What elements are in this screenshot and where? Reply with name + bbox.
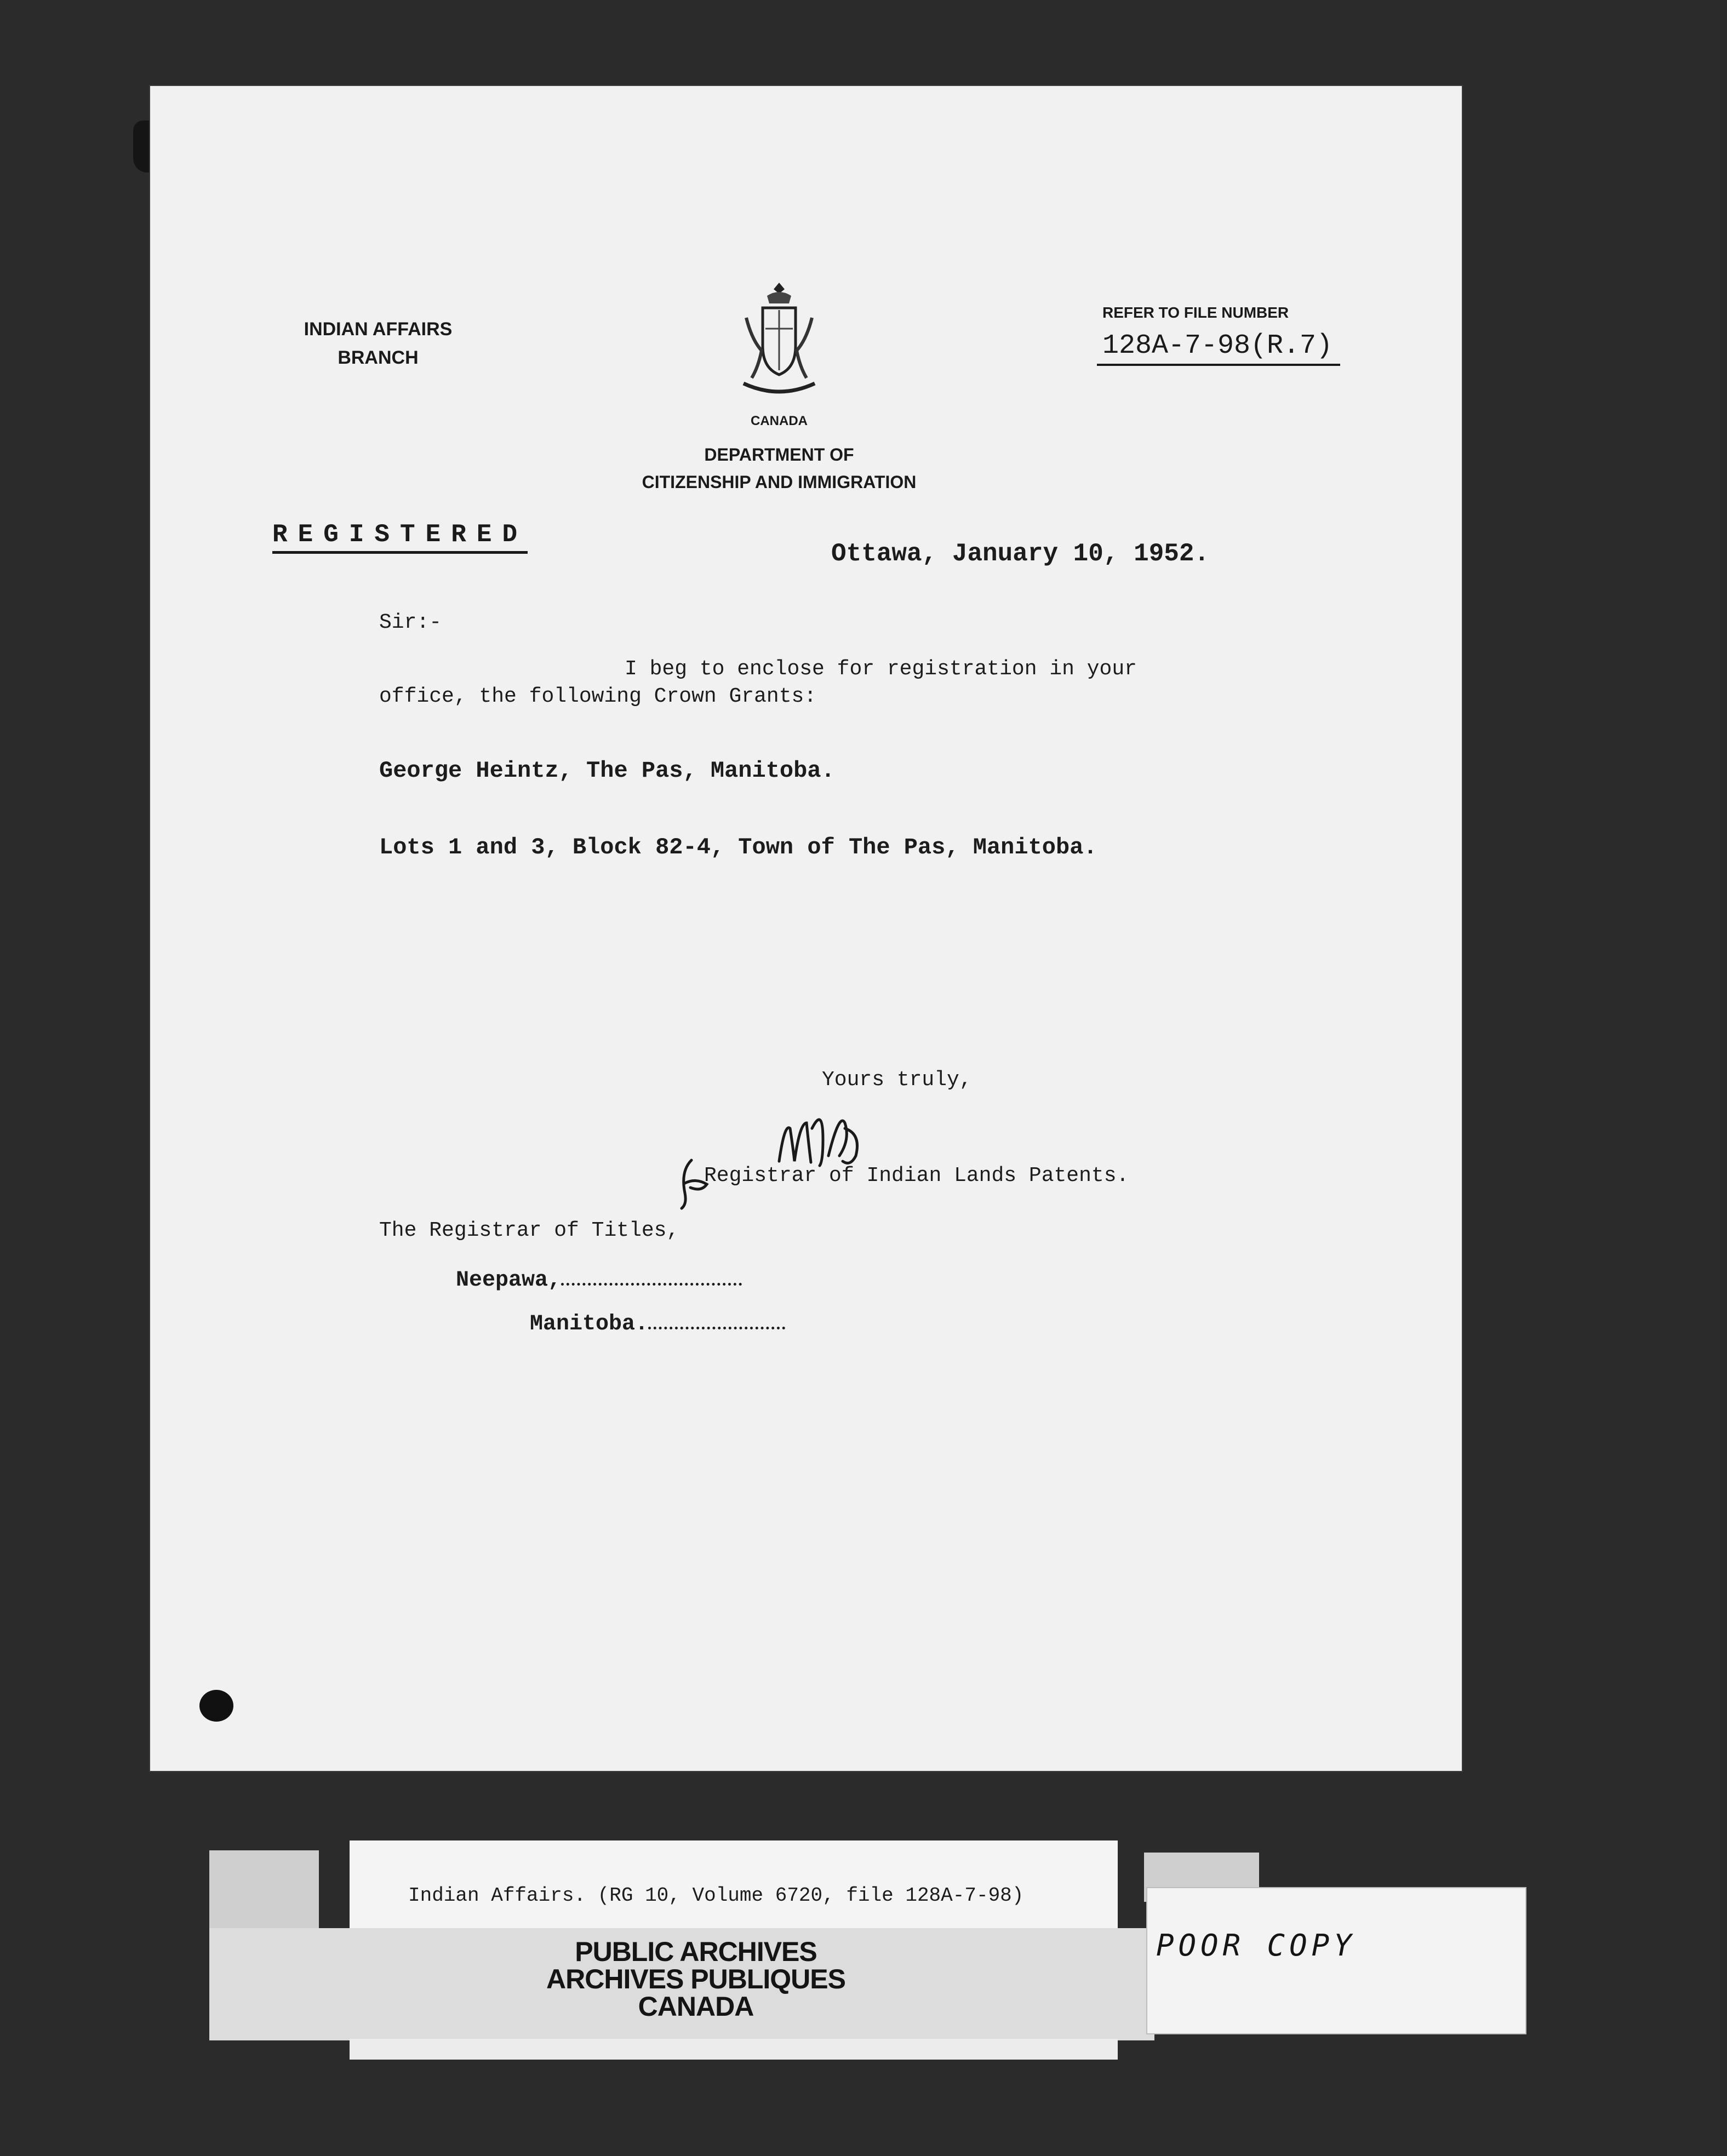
archive-label-strip [350,2039,1118,2060]
department-name [609,441,949,496]
signatory-title: Registrar of Indian Lands Patents. [704,1164,1129,1188]
letter-page [149,85,1463,1772]
archive-reference: Indian Affairs. (RG 10, Volume 6720, file 128A-7-98) [408,1884,1024,1907]
ink-spot [199,1690,233,1722]
file-number: 128A-7-98(R.7) [1097,330,1340,366]
poor-copy-note: POOR COPY [1156,1928,1356,1963]
archive-stamp [477,1938,915,2020]
body-line-1: I beg to enclose for registration in your [625,657,1137,681]
branch-name [274,315,482,372]
registered-stamp: REGISTERED [272,520,528,554]
grantee-name: George Heintz, The Pas, Manitoba. [379,758,835,784]
dotted-leader [561,1277,742,1286]
body-line-2: office, the following Crown Grants: [379,685,817,708]
salutation: Sir:- [379,611,442,634]
branch-line-2: BRANCH [338,347,419,368]
addressee-line-3 [530,1312,785,1337]
addressee-line-1: The Registrar of Titles, [379,1219,679,1242]
department-line-1: DEPARTMENT OF [704,445,854,465]
archive-stamp-line-2: ARCHIVES PUBLIQUES [546,1964,845,1994]
dateline: Ottawa, January 10, 1952. [831,540,1210,568]
grant-lots: Lots 1 and 3, Block 82-4, Town of The Pas, Manitoba. [379,834,1097,861]
archive-stamp-line-1: PUBLIC ARCHIVES [575,1936,817,1967]
coat-of-arms-icon [735,279,823,397]
addressee-city: Neepawa, [456,1268,562,1293]
refer-label: REFER TO FILE NUMBER [1102,304,1289,321]
branch-line-1: INDIAN AFFAIRS [304,319,453,340]
dotted-leader [648,1321,785,1329]
closing: Yours truly, [822,1068,972,1092]
addressee-line-2 [456,1268,742,1293]
archive-stamp-line-3: CANADA [638,1991,754,2022]
addressee-province: Manitoba. [530,1312,649,1337]
country-label: CANADA [751,414,808,428]
department-line-2: CITIZENSHIP AND IMMIGRATION [642,472,917,492]
